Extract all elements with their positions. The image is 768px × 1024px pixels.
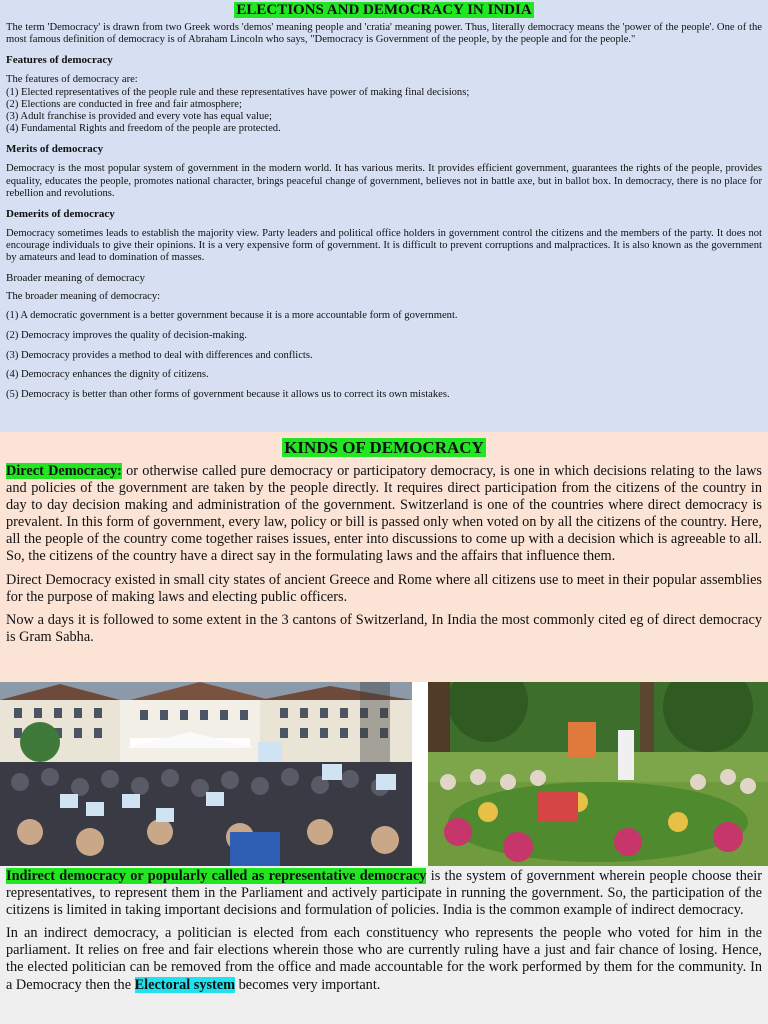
switzerland-paragraph: Now a days it is followed to some extent in the 3 cantons of Switzerland, In India the most commonly cited eg of direct democracy is Gram Sabha.	[6, 611, 762, 645]
photo-strip	[0, 682, 768, 866]
section-kinds-of-democracy	[0, 432, 768, 682]
merits-paragraph: Democracy is the most popular system of government in the modern world. It has various merits. It provides efficient government, guarantees the rights of the people, provides equality, educates the people, promotes national character, brings peaceful change of government, believes not in battle axe, but in ballot box. In democracy, there is no place for rebellion and revolutions.	[6, 163, 762, 199]
landsgemeinde-photo	[0, 682, 412, 866]
direct-democracy-term: Direct Democracy:	[6, 463, 122, 479]
list-item: (3) Adult franchise is provided and every vote has equal value;	[6, 111, 272, 123]
list-item: (2) Elections are conducted in free and fair atmosphere;	[6, 98, 242, 110]
section-indirect-democracy	[0, 866, 768, 1024]
list-item: (2) Democracy improves the quality of decision-making.	[6, 330, 247, 342]
section-title: KINDS OF DEMOCRACY	[284, 438, 484, 457]
section-title: ELECTIONS AND DEMOCRACY IN INDIA	[236, 2, 532, 18]
electoral-system-paragraph: In an indirect democracy, a politician is elected from each constituency who represents the people who voted for him in the parliament. It relies on free and fair elections wherein those who are currently ruling have a just and fair chance of losing. Hence, the elected politician can be removed from the office and made accountable for the work performed by them for the community. In a Democracy then the Electoral system becomes very important.	[6, 925, 762, 993]
features-intro: The features of democracy are:	[6, 74, 138, 86]
indirect-democracy-term: Indirect democracy or popularly called as representative democracy	[6, 868, 427, 884]
gram-sabha-photo	[428, 682, 768, 866]
section-elections-democracy	[0, 0, 768, 432]
direct-democracy-paragraph: Direct Democracy: or otherwise called pure democracy or participatory democracy, is one in which decisions relating to the laws and policies of the government are taken by the people directly. It requires direct participation from the citizens of the country in day to day decision making and administration of the government. Switzerland is one of the countries where direct democracy is prevalent. In this form of government, every law, policy or bill is passed only when voted on by all the citizens of the country. Here, all the people of the country come together raises issues, enter into discussions to come up with a decision which is agreeable to all. So, the citizens of the country have a direct say in the formulating laws and the affairs that influence them.	[6, 463, 762, 565]
features-heading: Features of democracy	[6, 54, 113, 67]
greece-rome-paragraph: Direct Democracy existed in small city states of ancient Greece and Rome where all citizens use to meet in their popular assemblies for the purpose of making laws and electing public officers.	[6, 571, 762, 605]
demerits-paragraph: Democracy sometimes leads to establish the majority view. Party leaders and political office holders in government control the citizens and the members of the party. It does not encourage individuals to give their opinions. It is a very expensive form of government. It is difficult to prevent corruptions and malpractices. It is also known as the government by amateurs and lead to domination of masses.	[6, 228, 762, 264]
electoral-system-term: Electoral system	[134, 976, 236, 993]
merits-heading: Merits of democracy	[6, 143, 104, 156]
indirect-democracy-paragraph: Indirect democracy or popularly called as representative democracy is the system of government wherein people choose their representatives, to represent them in the Parliament and actively participate in running the government. So, the participation of the citizens is limited in taking important decisions and formulation of policies. India is the common example of indirect democracy.	[6, 868, 762, 919]
broader-intro: The broader meaning of democracy:	[6, 290, 161, 302]
list-item: (1) Elected representatives of the people rule and these representatives have power of making final decisions;	[6, 86, 470, 98]
demerits-heading: Demerits of democracy	[6, 208, 115, 221]
list-item: (4) Fundamental Rights and freedom of the people are protected.	[6, 123, 281, 135]
list-item: (5) Democracy is better than other forms of government because it allows us to correct its own mistakes.	[6, 389, 450, 401]
list-item: (1) A democratic government is a better government because it is a more accountable form of government.	[6, 310, 458, 322]
intro-paragraph: The term 'Democracy' is drawn from two Greek words 'demos' meaning people and 'cratia' meaning power. Thus, literally democracy means the 'power of the people'. One of the most famous definition of democracy is of Abraham Lincoln who says, "Democracy is Government of the people, by the people and for the people."	[6, 22, 762, 46]
list-item: (4) Democracy enhances the dignity of citizens.	[6, 369, 209, 381]
broader-heading: Broader meaning of democracy	[6, 271, 145, 284]
list-item: (3) Democracy provides a method to deal with differences and conflicts.	[6, 349, 313, 361]
